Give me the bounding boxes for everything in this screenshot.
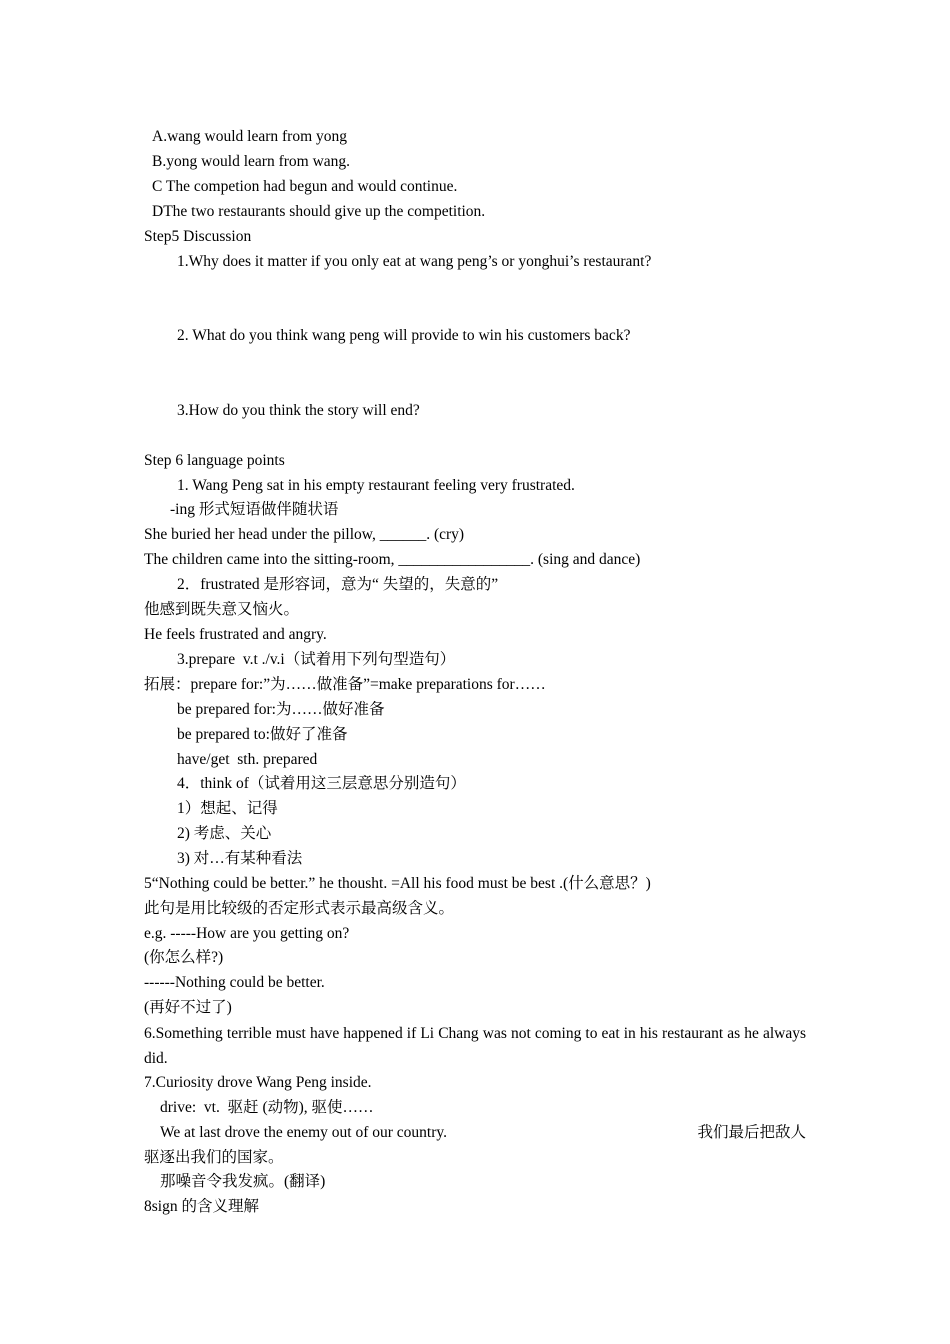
discussion-question-2: 2. What do you think wang peng will provide to win his customers back? [177, 327, 631, 344]
point-7-example: We at last drove the enemy out of our country. [160, 1124, 447, 1141]
point-3-phrase-a: be prepared for:为……做好准备 [177, 701, 385, 718]
discussion-question-3: 3.How do you think the story will end? [177, 402, 420, 419]
option-c: C The competion had begun and would continue. [152, 178, 458, 195]
option-a: A.wang would learn from yong [152, 128, 347, 145]
point-7: 7.Curiosity drove Wang Peng inside. [144, 1074, 372, 1091]
point-2-chinese: 他感到既失意又恼火。 [144, 601, 300, 618]
point-7-example-chinese-end: 驱逐出我们的国家。 [144, 1149, 284, 1166]
point-7-example-row [160, 1123, 806, 1143]
point-2-english: He feels frustrated and angry. [144, 626, 327, 643]
point-7-translation-task: 那噪音令我发疯。(翻译) [160, 1173, 326, 1190]
point-8: 8sign 的含义理解 [144, 1198, 259, 1215]
point-7-definition: drive: vt. 驱赶 (动物), 驱使…… [160, 1099, 374, 1116]
point-5-example: e.g. -----How are you getting on? [144, 925, 350, 942]
step6-heading: Step 6 language points [144, 452, 285, 469]
point-6: 6.Something terrible must have happened if Li Chang was not coming to eat in his restaurant as he always did. [144, 1025, 806, 1067]
point-5-note: 此句是用比较级的否定形式表示最高级含义。 [144, 900, 455, 917]
point-5-answer: ------Nothing could be better. [144, 974, 325, 991]
point-5-answer-chinese: (再好不过了) [144, 999, 232, 1016]
point-1-note: -ing 形式短语做伴随状语 [170, 501, 339, 518]
point-3: 3.prepare v.t ./v.i（试着用下列句型造句） [177, 651, 456, 668]
point-5-example-chinese: (你怎么样?) [144, 949, 224, 966]
point-3-phrase-b: be prepared to:做好了准备 [177, 726, 348, 743]
step5-heading: Step5 Discussion [144, 228, 252, 245]
discussion-question-1: 1.Why does it matter if you only eat at wang peng’s or yonghui’s restaurant? [177, 253, 652, 270]
point-3-phrase-c: have/get sth. prepared [177, 751, 318, 768]
point-1-example-1: She buried her head under the pillow, ______. (cry) [144, 526, 465, 543]
point-4-meaning-1: 1）想起、记得 [177, 800, 278, 817]
option-b: B.yong would learn from wang. [152, 153, 351, 170]
point-7-example-chinese-start: 我们最后把敌人 [697, 1124, 806, 1141]
option-d: DThe two restaurants should give up the competition. [152, 203, 486, 220]
point-2: 2．frustrated 是形容词，意为“ 失望的，失意的” [177, 576, 499, 593]
point-3-extension: 拓展：prepare for:”为……做准备”=make preparations for…… [144, 676, 546, 693]
point-4: 4．think of（试着用这三层意思分别造句） [177, 775, 466, 792]
point-4-meaning-3: 3) 对…有某种看法 [177, 850, 303, 867]
point-5: 5“Nothing could be better.” he thousht. =All his food must be best .(什么意思？) [144, 875, 651, 892]
point-4-meaning-2: 2) 考虑、关心 [177, 825, 272, 842]
point-1: 1. Wang Peng sat in his empty restaurant feeling very frustrated. [177, 477, 575, 494]
point-1-example-2: The children came into the sitting-room, _________________. (sing and dance) [144, 551, 641, 568]
